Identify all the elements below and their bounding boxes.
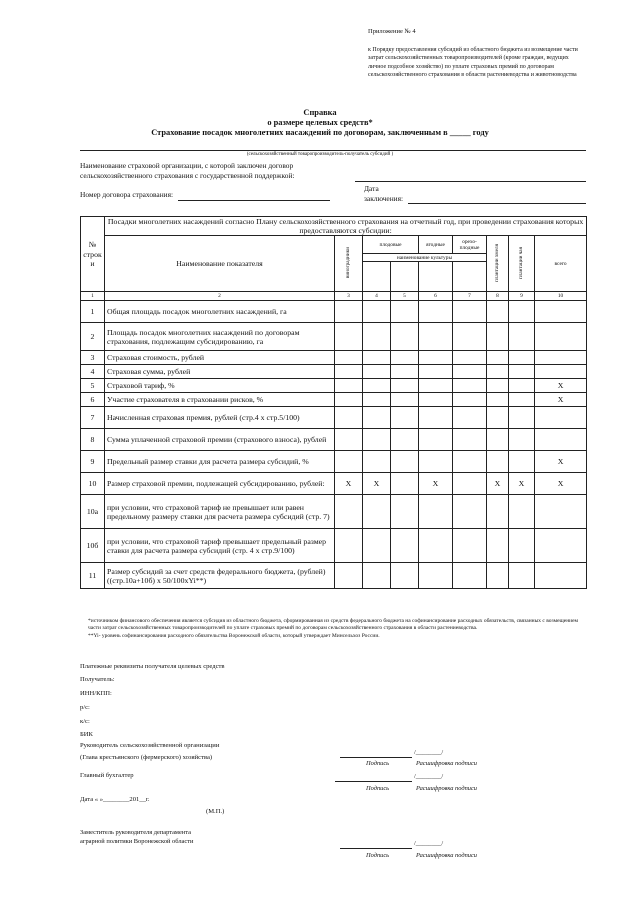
row-number: 1 — [81, 301, 105, 323]
value-cell[interactable] — [335, 393, 363, 407]
table-row — [81, 451, 587, 473]
table-row — [81, 351, 587, 365]
requisite-item: р/с: — [80, 704, 90, 711]
value-cell[interactable] — [363, 379, 391, 393]
deputy-label-2: аграрной политики Воронежской области — [80, 838, 194, 845]
row-number: 10 — [81, 473, 105, 495]
value-cell[interactable] — [535, 323, 587, 351]
row-label: Страховая стоимость, рублей — [105, 351, 335, 365]
table-row — [81, 473, 587, 495]
table-row — [81, 379, 587, 393]
value-cell[interactable] — [453, 529, 487, 563]
decode-caption: Расшифровка подписи — [416, 760, 477, 767]
value-cell[interactable] — [509, 495, 535, 529]
decode-caption: Расшифровка подписи — [416, 785, 477, 792]
table-row — [81, 407, 587, 429]
table-row — [81, 563, 587, 589]
value-cell[interactable] — [509, 393, 535, 407]
row-no-header: № строк и — [81, 217, 105, 292]
value-cell[interactable] — [419, 563, 453, 589]
value-cell[interactable] — [335, 407, 363, 429]
insurer-field-line — [355, 181, 586, 182]
requisite-item: к/с: — [80, 718, 90, 725]
value-cell[interactable] — [509, 301, 535, 323]
date-line: Дата « »________201__г. — [80, 796, 150, 803]
value-cell[interactable]: X — [335, 473, 363, 495]
column-number-cell: 8 — [487, 292, 509, 301]
column-number-cell: 2 — [105, 292, 335, 301]
row-number: 6 — [81, 393, 105, 407]
row-label: при условии, что страховой тариф не превышает или равен предельному размеру ставки для расчета размера субсидий (стр. 7) — [105, 495, 335, 529]
sign-caption: Подпись — [366, 852, 390, 859]
column-number-cell: 9 — [509, 292, 535, 301]
value-cell[interactable] — [419, 365, 453, 379]
value-cell[interactable] — [509, 323, 535, 351]
contract-number-label: Номер договора страхования: — [80, 190, 174, 199]
accountant-slash: /________/ — [414, 773, 444, 780]
column-number-cell: 6 — [419, 292, 453, 301]
value-cell[interactable] — [391, 563, 419, 589]
col-tea: плантации чая — [509, 236, 535, 292]
row-number: 10б — [81, 529, 105, 563]
row-label: Размер субсидий за счет средств федерального бюджета, (рублей) ((стр.10а+10б) х 50/100хYi**) — [105, 563, 335, 589]
note-2: **Yi- уровень софинансирования расходного обязательства Воронежской области, который утверждает Минсельхоз России. — [88, 632, 380, 639]
value-cell[interactable] — [453, 379, 487, 393]
column-number-cell: 10 — [535, 292, 587, 301]
col-nut: орехо-плодные — [453, 236, 487, 254]
table-body — [81, 301, 587, 589]
value-cell[interactable] — [335, 429, 363, 451]
note-1: *источником финансового обеспечения является субсидия из областного бюджета, сформированная из средств федерального бюджета на софинансирование расходных обязательств, связанных с возмещением части затрат сельскохозяйственных товаропроизводителей по уплате страховых премий по договорам сельскохозяйственного страхования в области растениеводства. — [88, 618, 579, 632]
value-cell[interactable] — [419, 451, 453, 473]
value-cell[interactable] — [509, 429, 535, 451]
annex-text: к Порядку предоставления субсидий из областного бюджета из возмещение части затрат сельскохозяйственных товаропроизводителей (кроме граждан, ведущих личное подсобное хозяйство) по уплате страховых премий по договорам сельскохозяйственного страхования в области растениеводства и животноводства — [368, 46, 578, 79]
group-header: Посадки многолетних насаждений согласно Плану сельскохозяйственного страхования на отчетный год, при проведении страхования которых предоставляются субсидии: — [105, 217, 587, 236]
value-cell[interactable] — [535, 351, 587, 365]
value-cell[interactable]: X — [535, 451, 587, 473]
value-cell[interactable] — [419, 529, 453, 563]
value-cell[interactable] — [487, 301, 509, 323]
row-label: Страховая сумма, рублей — [105, 365, 335, 379]
value-cell[interactable] — [453, 451, 487, 473]
accountant-sign-line — [335, 781, 412, 782]
value-cell[interactable] — [335, 301, 363, 323]
doc-subtitle: о размере целевых средств* — [267, 118, 373, 127]
col-total: всего — [535, 236, 587, 292]
value-cell[interactable] — [363, 365, 391, 379]
requisite-item: Получатель: — [80, 676, 115, 683]
targets-table — [80, 216, 587, 589]
value-cell[interactable] — [391, 429, 419, 451]
contract-number-line — [178, 200, 330, 201]
value-cell[interactable] — [453, 429, 487, 451]
deputy-slash: /________/ — [414, 840, 444, 847]
column-number-cell: 5 — [391, 292, 419, 301]
value-cell[interactable] — [335, 451, 363, 473]
annex-block — [368, 28, 588, 80]
doc-title: Справка — [303, 108, 337, 117]
value-cell[interactable] — [363, 563, 391, 589]
row-number: 8 — [81, 429, 105, 451]
value-cell[interactable] — [487, 451, 509, 473]
col-fruit: плодовые — [363, 236, 419, 254]
row-number: 11 — [81, 563, 105, 589]
value-cell[interactable] — [535, 301, 587, 323]
value-cell[interactable] — [535, 429, 587, 451]
date-field-line — [408, 203, 586, 204]
column-number-cell: 7 — [453, 292, 487, 301]
value-cell[interactable] — [487, 379, 509, 393]
value-cell[interactable] — [391, 473, 419, 495]
value-cell[interactable] — [419, 429, 453, 451]
value-cell[interactable] — [363, 301, 391, 323]
value-cell[interactable] — [453, 365, 487, 379]
value-cell[interactable] — [391, 451, 419, 473]
value-cell[interactable] — [335, 563, 363, 589]
value-cell[interactable] — [363, 429, 391, 451]
value-cell[interactable] — [487, 393, 509, 407]
stamp-label: (М.П.) — [206, 808, 225, 815]
table-row — [81, 429, 587, 451]
value-cell[interactable] — [509, 407, 535, 429]
value-cell[interactable]: X — [419, 473, 453, 495]
col-vineyards: виноградники — [335, 236, 363, 292]
value-cell[interactable] — [487, 563, 509, 589]
requisites-title: Платежные реквизиты получателя целевых средств — [80, 663, 225, 670]
row-label: при условии, что страховой тариф превышает предельный размер ставки для расчета размера субсидий (стр. 4 х стр.9/100) — [105, 529, 335, 563]
value-cell[interactable] — [335, 529, 363, 563]
value-cell[interactable] — [391, 365, 419, 379]
value-cell[interactable] — [535, 407, 587, 429]
head-label-2: (Глава крестьянского (фермерского) хозяйства) — [80, 754, 213, 761]
value-cell[interactable] — [509, 379, 535, 393]
value-cell[interactable] — [391, 351, 419, 365]
value-cell[interactable] — [363, 323, 391, 351]
recipient-line — [80, 150, 586, 151]
value-cell[interactable] — [391, 301, 419, 323]
value-cell[interactable] — [419, 301, 453, 323]
value-cell[interactable] — [419, 379, 453, 393]
value-cell[interactable] — [391, 495, 419, 529]
crop-blank — [419, 262, 453, 292]
row-number: 10а — [81, 495, 105, 529]
value-cell[interactable] — [391, 407, 419, 429]
value-cell[interactable] — [391, 379, 419, 393]
table-row — [81, 495, 587, 529]
deputy-sign-line — [340, 848, 412, 849]
row-label: Участие страхователя в страховании рисков, % — [105, 393, 335, 407]
sign-caption: Подпись — [366, 760, 390, 767]
deputy-label-1: Заместитель руководителя департамента — [80, 829, 191, 836]
column-number-cell: 3 — [335, 292, 363, 301]
value-cell[interactable] — [487, 529, 509, 563]
insurer-label-2: сельскохозяйственного страхования с государственной поддержкой: — [80, 171, 295, 180]
value-cell[interactable] — [535, 365, 587, 379]
value-cell[interactable] — [363, 495, 391, 529]
row-number: 2 — [81, 323, 105, 351]
row-number: 3 — [81, 351, 105, 365]
date-label: Дата — [364, 184, 379, 193]
value-cell[interactable] — [535, 563, 587, 589]
table-row — [81, 365, 587, 379]
decode-caption: Расшифровка подписи — [416, 852, 477, 859]
column-number-cell: 1 — [81, 292, 105, 301]
value-cell[interactable]: X — [487, 473, 509, 495]
value-cell[interactable] — [391, 529, 419, 563]
col-crop-name: наименование культуры — [363, 254, 487, 262]
sign-caption: Подпись — [366, 785, 390, 792]
value-cell[interactable] — [487, 495, 509, 529]
value-cell[interactable] — [487, 323, 509, 351]
table-row — [81, 323, 587, 351]
annex-title: Приложение № 4 — [368, 28, 416, 35]
row-label: Общая площадь посадок многолетних насаждений, га — [105, 301, 335, 323]
value-cell[interactable] — [363, 451, 391, 473]
value-cell[interactable]: X — [535, 473, 587, 495]
value-cell[interactable] — [453, 393, 487, 407]
row-label: Сумма уплаченной страховой премии (страхового взноса), рублей — [105, 429, 335, 451]
indicator-header: Наименование показателя — [105, 236, 335, 292]
accountant-label: Главный бухгалтер — [80, 772, 134, 779]
value-cell[interactable] — [453, 473, 487, 495]
value-cell[interactable] — [335, 495, 363, 529]
value-cell[interactable] — [335, 379, 363, 393]
table-row — [81, 529, 587, 563]
col-hop: плантации хмеля — [487, 236, 509, 292]
column-numbers-row — [81, 292, 587, 301]
value-cell[interactable] — [363, 407, 391, 429]
date-label-2: заключения: — [364, 194, 404, 203]
requisite-item: БИК — [80, 731, 93, 738]
notes-block — [88, 618, 588, 640]
crop-blank — [391, 262, 419, 292]
value-cell[interactable] — [453, 407, 487, 429]
row-number: 9 — [81, 451, 105, 473]
requisite-item: ИНН/КПП: — [80, 690, 112, 697]
crop-blank — [363, 262, 391, 292]
value-cell[interactable]: X — [535, 379, 587, 393]
value-cell[interactable] — [453, 323, 487, 351]
value-cell[interactable] — [391, 323, 419, 351]
value-cell[interactable] — [509, 351, 535, 365]
value-cell[interactable] — [335, 323, 363, 351]
row-number: 5 — [81, 379, 105, 393]
col-berry: ягодные — [419, 236, 453, 254]
value-cell[interactable] — [335, 365, 363, 379]
value-cell[interactable] — [419, 407, 453, 429]
value-cell[interactable]: X — [509, 473, 535, 495]
table-row — [81, 393, 587, 407]
crop-blank — [453, 262, 487, 292]
value-cell[interactable] — [453, 301, 487, 323]
recipient-caption: (сельскохозяйственный товаропроизводитель-получатель субсидий ) — [246, 152, 394, 157]
row-label: Начисленная страховая премия, рублей (стр.4 х стр.5/100) — [105, 407, 335, 429]
value-cell[interactable]: X — [363, 473, 391, 495]
row-label: Площадь посадок многолетних насаждений по договорам страхования, подлежащим субсидированию, га — [105, 323, 335, 351]
value-cell[interactable] — [487, 351, 509, 365]
value-cell[interactable] — [335, 351, 363, 365]
value-cell[interactable] — [509, 365, 535, 379]
value-cell[interactable] — [363, 393, 391, 407]
value-cell[interactable] — [453, 563, 487, 589]
doc-subject: Страхование посадок многолетних насаждений по договорам, заключенным в _____ году — [151, 128, 489, 137]
head-slash: /________/ — [414, 749, 444, 756]
value-cell[interactable] — [487, 365, 509, 379]
value-cell[interactable] — [419, 495, 453, 529]
value-cell[interactable] — [453, 495, 487, 529]
insurer-label-1: Наименование страховой организации, с которой заключен договор — [80, 161, 294, 170]
row-label: Предельный размер ставки для расчета размера субсидий, % — [105, 451, 335, 473]
value-cell[interactable] — [453, 351, 487, 365]
value-cell[interactable] — [419, 393, 453, 407]
value-cell[interactable] — [535, 529, 587, 563]
row-label: Страховой тариф, % — [105, 379, 335, 393]
column-number-cell: 4 — [363, 292, 391, 301]
value-cell[interactable] — [509, 451, 535, 473]
value-cell[interactable] — [535, 495, 587, 529]
value-cell[interactable]: X — [535, 393, 587, 407]
row-number: 7 — [81, 407, 105, 429]
head-sign-line — [340, 757, 412, 758]
value-cell[interactable] — [363, 351, 391, 365]
value-cell[interactable] — [419, 351, 453, 365]
value-cell[interactable] — [419, 323, 453, 351]
value-cell[interactable] — [391, 393, 419, 407]
head-label-1: Руководитель сельскохозяйственной организации — [80, 742, 220, 749]
row-number: 4 — [81, 365, 105, 379]
row-label: Размер страховой премии, подлежащей субсидированию, рублей: — [105, 473, 335, 495]
value-cell[interactable] — [363, 529, 391, 563]
value-cell[interactable] — [487, 429, 509, 451]
value-cell[interactable] — [487, 407, 509, 429]
value-cell[interactable] — [509, 563, 535, 589]
table-row — [81, 301, 587, 323]
value-cell[interactable] — [509, 529, 535, 563]
